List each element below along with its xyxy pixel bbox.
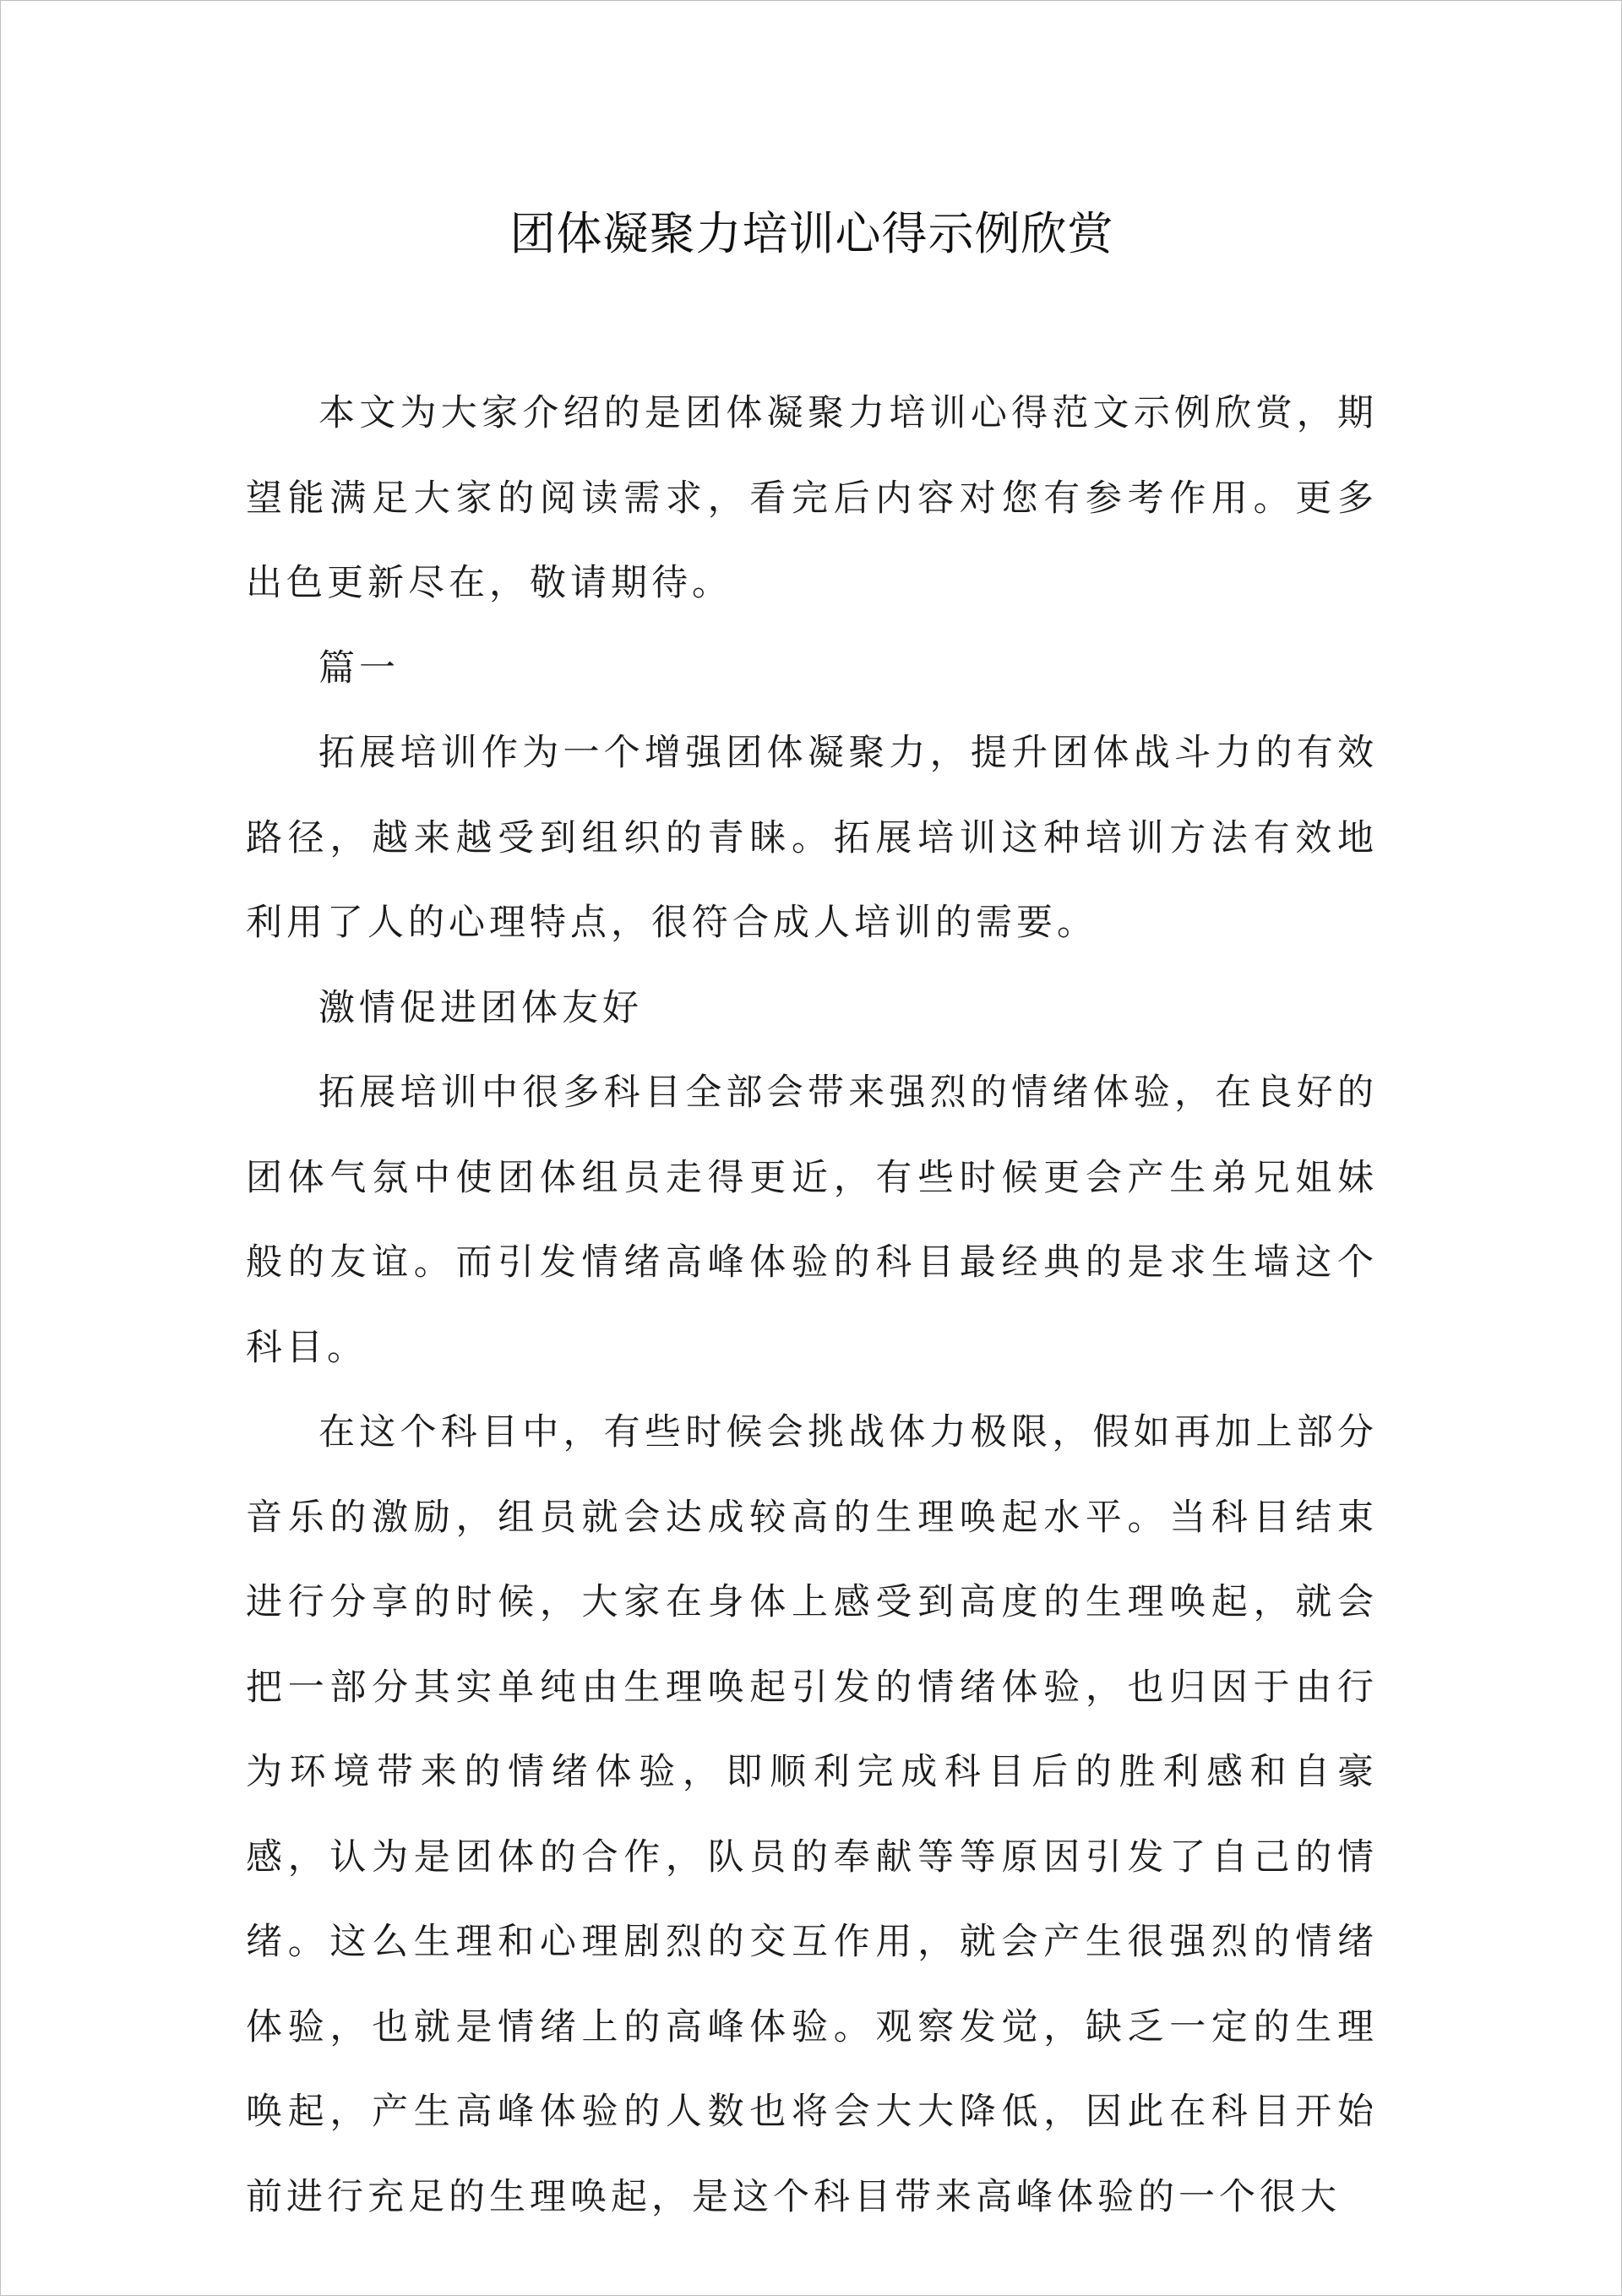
document-title: 团体凝聚力培训心得示例欣赏 [509,207,1114,260]
paragraph-emotional-experience: 拓展培训中很多科目全部会带来强烈的情绪体验，在良好的团体气氛中使团体组员走得更近，有些时候更会产生弟兄姐妹般的友谊。而引发情绪高峰体验的科目最经典的是求生墙这个科目。 [246,1072,1378,1369]
subheading-passion: 激情促进团体友好 [318,986,643,1029]
section-heading-part-one: 篇一 [318,646,400,690]
paragraph-outdoor-training: 拓展培训作为一个增强团体凝聚力，提升团体战斗力的有效路径，越来越受到组织的青睐。拓展培训这种培训方法有效地利用了人的心理特点，很符合成人培训的需要。 [246,732,1378,944]
document-body [246,371,1378,2239]
paragraph-intro: 本文为大家介绍的是团体凝聚力培训心得范文示例欣赏，期望能满足大家的阅读需求，看完后内容对您有参考作用。更多出色更新尽在，敬请期待。 [246,392,1378,604]
paragraph-survival-wall: 在这个科目中，有些时候会挑战体力极限，假如再加上部分音乐的激励，组员就会达成较高的生理唤起水平。当科目结束进行分享的时候，大家在身体上感受到高度的生理唤起，就会把一部分其实单纯由生理唤起引发的情绪体验，也归因于由行为环境带来的情绪体验，即顺利完成科目后的胜利感和自豪感，认为是团体的合作，队员的奉献等等原因引发了自己的情绪。这么生理和心理剧烈的交互作用，就会产生很强烈的情绪体验，也就是情绪上的高峰体验。观察发觉，缺乏一定的生理唤起，产生高峰体验的人数也将会大大降低，因此在科目开始前进行充足的生理唤起，是这个科目带来高峰体验的一个很大 [246,1411,1378,2218]
